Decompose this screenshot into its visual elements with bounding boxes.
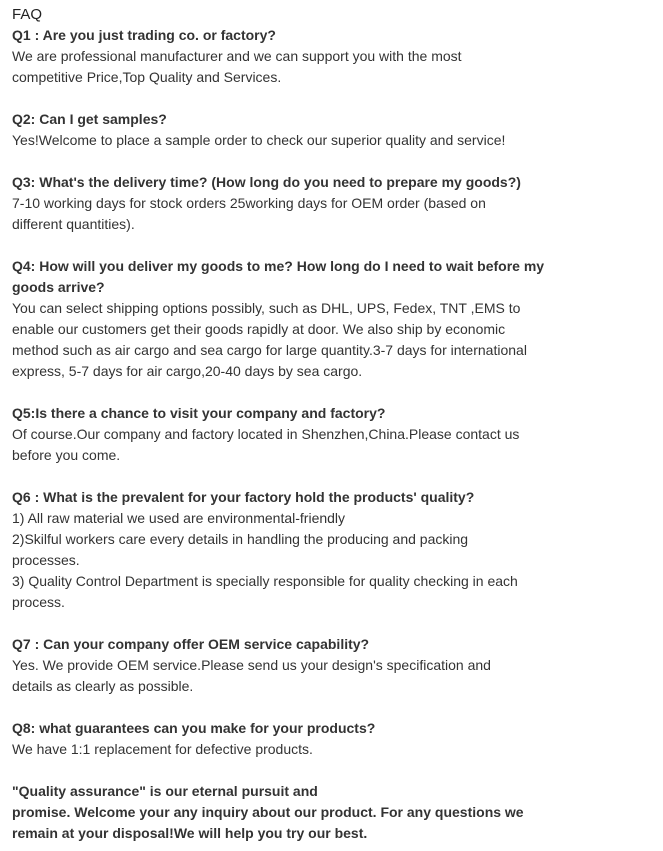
faq-item-q2 — [12, 109, 552, 151]
faq-item-q3 — [12, 172, 552, 235]
answer-line: 2)Skilful workers care every details in handling the producing and packing — [12, 531, 469, 547]
answer-line: enable our customers get their goods rapidly at door. We also ship by economic — [12, 321, 506, 337]
answer-line: You can select shipping options possibly, such as DHL, UPS, Fedex, TNT ,EMS to — [12, 300, 521, 316]
answer-line: processes. — [12, 552, 80, 568]
question-q3: Q3: What's the delivery time? (How long do you need to prepare my goods?) — [12, 174, 521, 190]
faq-item-q1 — [12, 25, 552, 88]
answer-line: process. — [12, 594, 65, 610]
question-q6: Q6 : What is the prevalent for your factory hold the products' quality? — [12, 489, 475, 505]
closing-statement — [12, 781, 552, 844]
question-q4: Q4: How will you deliver my goods to me? How long do I need to wait before my goods arrive? — [12, 258, 545, 295]
closing-line: remain at your disposal!We will help you try our best. — [12, 825, 368, 841]
answer-line: method such as air cargo and sea cargo for large quantity.3-7 days for international — [12, 342, 527, 358]
answer-line: 7-10 working days for stock orders 25working days for OEM order (based on — [12, 195, 486, 211]
closing-line: "Quality assurance" is our eternal pursuit and — [12, 783, 318, 799]
faq-item-q7 — [12, 634, 552, 697]
faq-item-q4 — [12, 256, 552, 382]
page-title: FAQ — [12, 6, 43, 23]
faq-item-q5 — [12, 403, 552, 466]
answer-line: 1) All raw material we used are environmental-friendly — [12, 510, 346, 526]
answer-line: details as clearly as possible. — [12, 678, 194, 694]
question-q7: Q7 : Can your company offer OEM service capability? — [12, 636, 370, 652]
closing-line: promise. Welcome your any inquiry about our product. For any questions we — [12, 804, 524, 820]
answer-line: Yes. We provide OEM service.Please send us your design's specification and — [12, 657, 491, 673]
answer-line: We are professional manufacturer and we can support you with the most — [12, 48, 462, 64]
answer-line: Of course.Our company and factory located in Shenzhen,China.Please contact us — [12, 426, 520, 442]
answer-line: competitive Price,Top Quality and Services. — [12, 69, 282, 85]
question-q8: Q8: what guarantees can you make for your products? — [12, 720, 376, 736]
answer-line: 3) Quality Control Department is specially responsible for quality checking in each — [12, 573, 518, 589]
question-q2: Q2: Can I get samples? — [12, 111, 167, 127]
answer-line: express, 5-7 days for air cargo,20-40 days by sea cargo. — [12, 363, 363, 379]
question-q5: Q5:Is there a chance to visit your company and factory? — [12, 405, 386, 421]
answer-line: We have 1:1 replacement for defective products. — [12, 741, 313, 757]
faq-item-q6 — [12, 487, 552, 613]
answer-line: before you come. — [12, 447, 121, 463]
question-q1: Q1 : Are you just trading co. or factory? — [12, 27, 276, 43]
answer-line: Yes!Welcome to place a sample order to check our superior quality and service! — [12, 132, 506, 148]
faq-item-q8 — [12, 718, 552, 760]
answer-line: different quantities). — [12, 216, 135, 232]
